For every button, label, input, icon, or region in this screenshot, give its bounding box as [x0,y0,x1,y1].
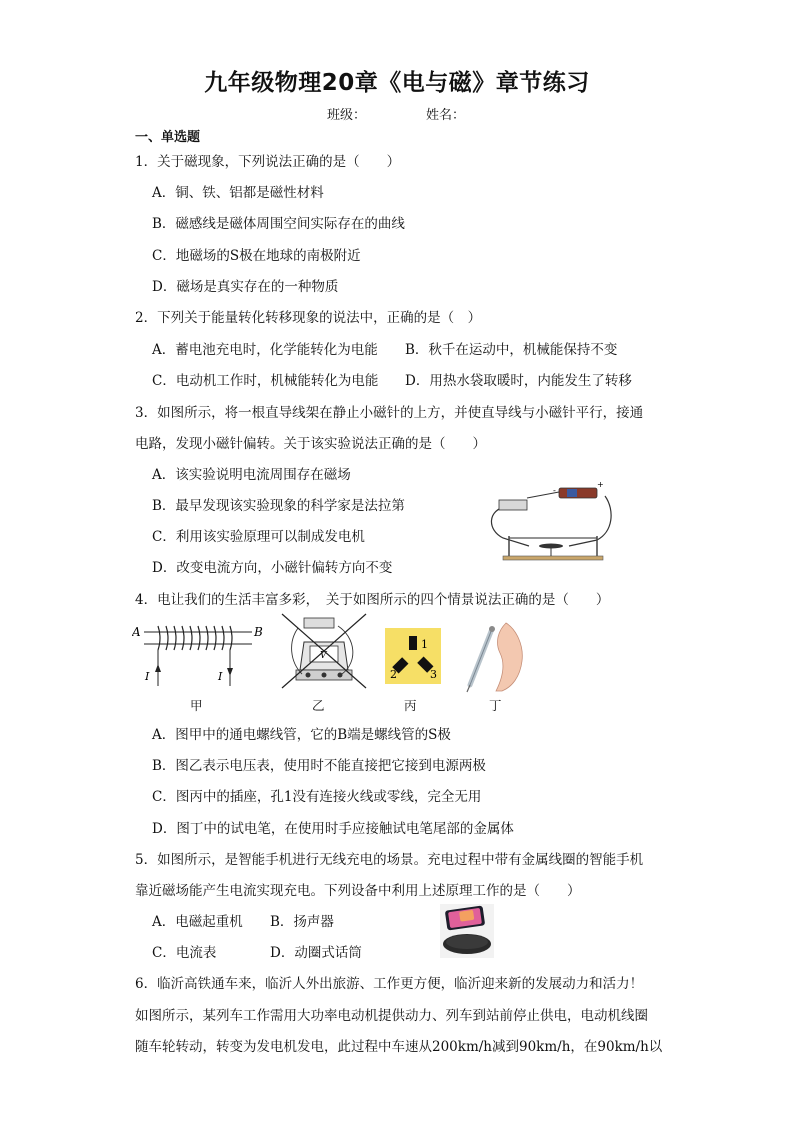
q4-stem: 4．电让我们的生活丰富多彩， 关于如图所示的四个情景说法正确的是（ ） [135,592,610,608]
q4-option-b: B．图乙表示电压表，使用时不能直接把它接到电源两极 [152,758,486,774]
compass-needle-icon [539,544,563,549]
svg-text:-: - [553,486,556,495]
q2-option-d: D．用热水袋取暖时，内能发生了转移 [405,373,632,389]
q5-option-a: A．电磁起重机 [152,914,243,930]
q1-option-b: B．磁感线是磁体周围空间实际存在的曲线 [152,216,405,232]
q1-option-c: C．地磁场的S极在地球的南极附近 [152,248,361,264]
class-label: 班级： [327,108,367,123]
switch-icon [499,500,527,510]
solenoid-figure [132,618,272,690]
q5-option-c: C．电流表 [152,945,217,961]
q3-option-d: D．改变电流方向，小磁针偏转方向不变 [152,560,393,576]
solenoid-end-b-label: B [254,625,263,639]
q2-stem: 2．下列关于能量转化转移现象的说法中，正确的是（ ） [135,310,482,326]
section-heading: 一、单选题 [135,130,201,145]
test-pen-figure [456,615,532,693]
oersted-experiment-figure [485,480,615,565]
q5-stem-line2: 靠近磁场能产生电流实现充电。下列设备中利用上述原理工作的是（ ） [135,883,581,899]
figure-caption-bing: 丙 [404,698,417,713]
q3-stem-line1: 3．如图所示，将一根直导线架在静止小磁针的上方，并使直导线与小磁针平行，接通 [135,405,644,421]
name-label: 姓名： [426,108,466,123]
wireless-charger-figure [440,904,494,958]
socket-hole-1-label: 1 [421,638,428,651]
q1-stem: 1．关于磁现象，下列说法正确的是（ ） [135,154,401,170]
q1-option-d: D．磁场是真实存在的一种物质 [152,279,339,295]
page-title: 九年级物理20章《电与磁》章节练习 [204,70,590,96]
q5-option-d: D．动圈式话筒 [270,945,362,961]
q6-line1: 6．临沂高铁通车来，临沂人外出旅游、工作更方便，临沂迎来新的发展动力和活力！ [135,976,644,992]
q3-option-b: B．最早发现该实验现象的科学家是法拉第 [152,498,405,514]
q5-option-b: B．扬声器 [270,914,334,930]
solenoid-end-a-label: A [132,625,141,639]
svg-text:+: + [597,480,604,489]
hand-icon [496,623,522,691]
voltmeter-figure [278,612,370,690]
figure-caption-yi: 乙 [312,698,325,713]
q2-option-b: B．秋千在运动中，机械能保持不变 [405,342,618,358]
q2-option-a: A．蓄电池充电时，化学能转化为电能 [152,342,378,358]
socket-figure [385,628,441,684]
q2-option-c: C．电动机工作时，机械能转化为电能 [152,373,379,389]
q4-option-c: C．图丙中的插座，孔1没有连接火线或零线，完全无用 [152,789,482,805]
current-label-right: I [218,670,223,683]
q6-line3: 随车轮转动，转变为发电机发电，此过程中车速从200km/h减到90km/h，在90km/h以 [135,1039,663,1055]
q6-line2: 如图所示，某列车工作需用大功率电动机提供动力、列车到站前停止供电，电动机线圈 [135,1008,648,1024]
q3-stem-line2: 电路，发现小磁针偏转。关于该实验说法正确的是（ ） [135,436,486,452]
q4-option-d: D．图丁中的试电笔，在使用时手应接触试电笔尾部的金属体 [152,821,514,837]
battery-icon [559,488,597,498]
socket-hole-2-label: 2 [390,668,397,681]
current-label-left: I [145,670,150,683]
figure-caption-jia: 甲 [190,698,203,713]
socket-hole-3-label: 3 [430,668,437,681]
svg-text:V: V [320,651,327,661]
q5-stem-line1: 5．如图所示，是智能手机进行无线充电的场景。充电过程中带有金属线圈的智能手机 [135,852,644,868]
q1-option-a: A．铜、铁、铝都是磁性材料 [152,185,324,201]
battery-icon [304,618,334,628]
q3-option-c: C．利用该实验原理可以制成发电机 [152,529,365,545]
q4-option-a: A．图甲中的通电螺线管，它的B端是螺线管的S极 [152,727,451,743]
q3-option-a: A．该实验说明电流周围存在磁场 [152,467,351,483]
figure-caption-ding: 丁 [489,698,502,713]
